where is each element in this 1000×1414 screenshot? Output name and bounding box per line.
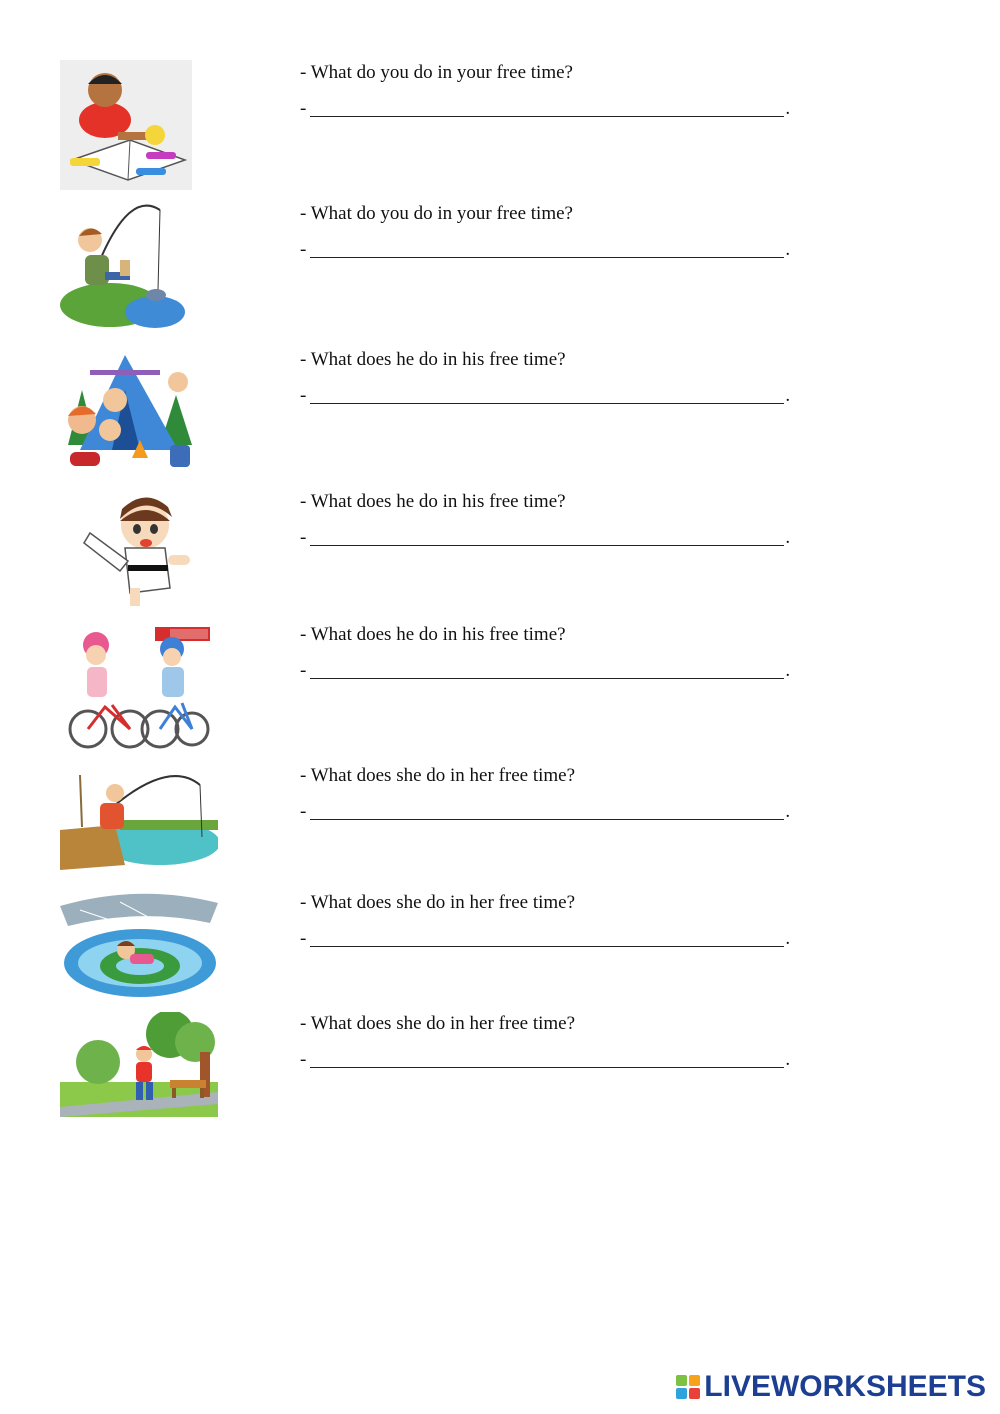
brand-name: LIVEWORKSHEETS bbox=[704, 1370, 986, 1403]
answer-suffix: . bbox=[785, 660, 791, 681]
answer-suffix: . bbox=[785, 385, 791, 406]
answer-blank[interactable] bbox=[310, 678, 784, 679]
answer-prefix: - bbox=[300, 1049, 307, 1070]
question-text: - What do you do in your free time? bbox=[300, 62, 573, 83]
liveworksheets-brand bbox=[676, 1370, 986, 1404]
answer-line[interactable] bbox=[300, 660, 790, 682]
question-text: - What do you do in your free time? bbox=[300, 203, 573, 224]
boy-karate-kick-image bbox=[60, 493, 220, 608]
answer-blank[interactable] bbox=[310, 257, 784, 258]
boy-fishing-image bbox=[60, 200, 220, 335]
girl-swimming-ring-image bbox=[60, 888, 220, 1000]
child-rollerskating-park-image bbox=[60, 1012, 220, 1117]
answer-line[interactable] bbox=[300, 928, 790, 950]
answer-prefix: - bbox=[300, 660, 307, 681]
answer-prefix: - bbox=[300, 385, 307, 406]
answer-blank[interactable] bbox=[310, 545, 784, 546]
question-text: - What does he do in his free time? bbox=[300, 349, 566, 370]
answer-prefix: - bbox=[300, 928, 307, 949]
question-text: - What does she do in her free time? bbox=[300, 1013, 576, 1034]
answer-line[interactable] bbox=[300, 1049, 790, 1071]
answer-blank[interactable] bbox=[310, 946, 784, 947]
answer-line[interactable] bbox=[300, 527, 790, 549]
answer-prefix: - bbox=[300, 98, 307, 119]
answer-line[interactable] bbox=[300, 385, 790, 407]
answer-suffix: . bbox=[785, 928, 791, 949]
question-text: - What does she do in her free time? bbox=[300, 892, 576, 913]
answer-line[interactable] bbox=[300, 98, 790, 120]
child-drawing-image bbox=[60, 60, 220, 190]
kids-cycling-image bbox=[60, 625, 220, 750]
liveworksheets-logo-icon bbox=[676, 1375, 700, 1399]
answer-line[interactable] bbox=[300, 239, 790, 261]
answer-suffix: . bbox=[785, 801, 791, 822]
question-text: - What does he do in his free time? bbox=[300, 624, 566, 645]
answer-prefix: - bbox=[300, 527, 307, 548]
answer-line[interactable] bbox=[300, 801, 790, 823]
answer-prefix: - bbox=[300, 239, 307, 260]
question-text: - What does he do in his free time? bbox=[300, 491, 566, 512]
answer-blank[interactable] bbox=[310, 819, 784, 820]
question-text: - What does she do in her free time? bbox=[300, 765, 576, 786]
kids-camping-tent-image bbox=[60, 350, 220, 475]
answer-suffix: . bbox=[785, 98, 791, 119]
answer-blank[interactable] bbox=[310, 116, 784, 117]
answer-prefix: - bbox=[300, 801, 307, 822]
answer-suffix: . bbox=[785, 239, 791, 260]
answer-blank[interactable] bbox=[310, 403, 784, 404]
answer-suffix: . bbox=[785, 527, 791, 548]
answer-suffix: . bbox=[785, 1049, 791, 1070]
answer-blank[interactable] bbox=[310, 1067, 784, 1068]
person-fishing-lake-image bbox=[60, 765, 220, 873]
